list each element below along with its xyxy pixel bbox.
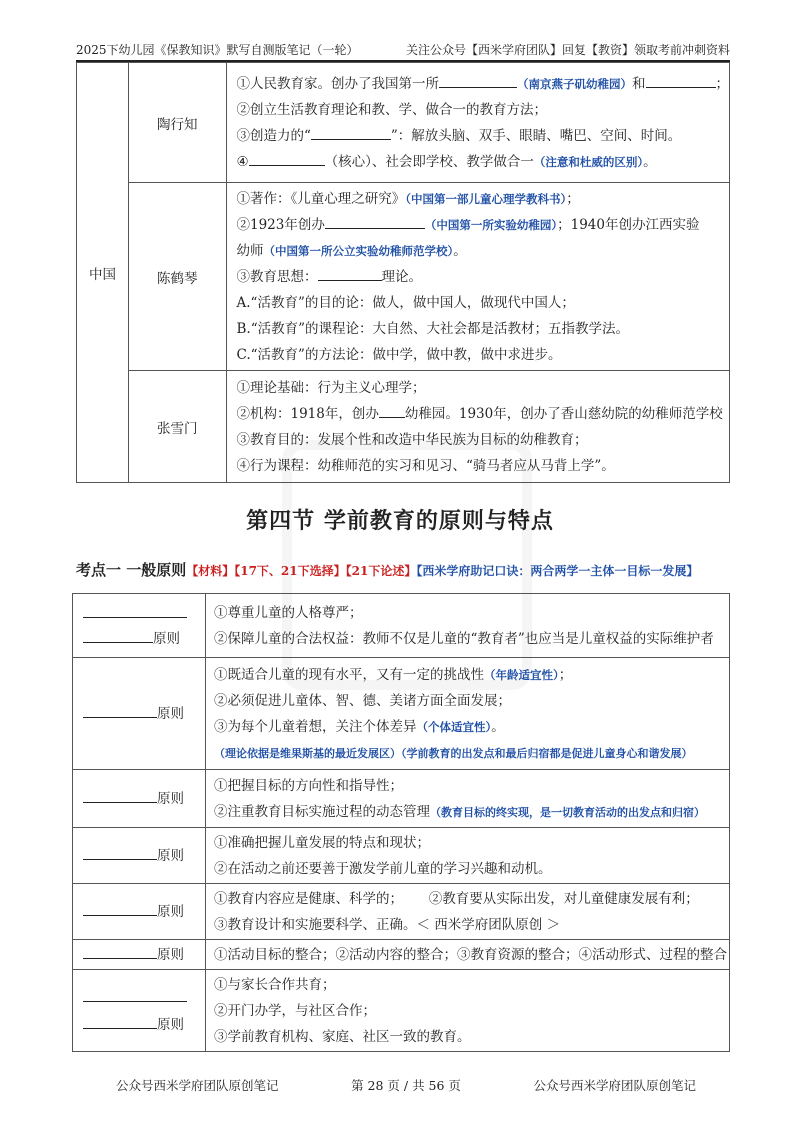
kaodian-title: 考点一 一般原则 <box>76 561 187 579</box>
detail-line: ③创造力的“ ”：解放头脑、双手、眼睛、嘴巴、空间、时间。 <box>237 123 730 149</box>
detail-line: C.“活教育”的方法论：做中学，做中教，做中求进步。 <box>236 346 562 363</box>
fill-blank[interactable] <box>379 403 405 418</box>
header-left: 2025下幼儿园《保教知识》默写自测版笔记（一轮） <box>76 43 359 57</box>
footer-left: 公众号西米学府团队原创笔记 <box>116 1078 279 1093</box>
header-right: 关注公众号【西米学府团队】回复【教资】领取考前冲刺资料 <box>405 43 730 57</box>
page-header <box>76 38 730 62</box>
educator-name: 张雪门 <box>129 371 226 483</box>
page-number: 第 28 页 / 共 56 页 <box>351 1078 461 1093</box>
detail-line: B.“活教育”的课程论：大自然、大社会都是活教材；五指教学法。 <box>236 320 630 337</box>
fill-blank[interactable] <box>311 125 391 140</box>
fill-blank[interactable] <box>83 988 187 1002</box>
principle-content <box>206 970 730 1052</box>
detail-line: ①理论基础：行为主义心理学； <box>236 379 426 396</box>
principle-line: ①尊重儿童的人格尊严； <box>214 604 363 621</box>
fill-blank[interactable] <box>83 629 153 643</box>
principle-line: ③为每个儿童着想，关注个体差异（个体适宜性）。 <box>214 718 505 735</box>
fill-blank[interactable] <box>83 846 157 860</box>
educator-details <box>226 183 730 371</box>
fill-blank[interactable] <box>83 789 157 803</box>
principle-label: 原则 <box>73 940 206 970</box>
principles-table <box>72 593 730 1052</box>
principle-line: ②注重教育目标实施过程的动态管理（教育目标的终实现，是一切教育活动的出发点和归宿） <box>214 803 705 820</box>
fill-blank[interactable] <box>318 266 382 281</box>
detail-line: ③教育目的：发展个性和改造中华民族为目标的幼稚教育； <box>236 431 588 448</box>
principle-line: ①教育内容应是健康、科学的； ②教育要从实际出发，对儿童健康发展有利； <box>214 890 699 907</box>
principle-line: ②必须促进儿童体、智、德、美诸方面全面发展； <box>214 692 511 709</box>
principle-label: 原则 <box>73 658 206 770</box>
fill-blank[interactable] <box>646 73 716 88</box>
educator-details <box>226 371 730 483</box>
detail-line: ②创立生活教育理论和教、学、做合一的教育方法； <box>236 101 547 118</box>
principle-content <box>206 594 730 658</box>
principle-content <box>206 940 730 970</box>
principle-content <box>206 884 730 940</box>
principle-content <box>206 828 730 884</box>
detail-line: ①著作：《儿童心理之研究》（中国第一部儿童心理学教科书）； <box>236 190 580 207</box>
principle-line: ②开门办学，与社区合作； <box>214 1002 376 1019</box>
detail-line: ①人民教育家。创办了我国第一所 （南京燕子矶幼稚园）和 ； <box>237 71 730 97</box>
principle-line: ②保障儿童的合法权益：教师不仅是儿童的“教育者”也应当是儿童权益的实际维护者 <box>214 630 714 647</box>
detail-line: ④行为课程：幼稚师范的实习和见习、“骑马者应从马背上学”。 <box>236 457 615 474</box>
country-cell: 中国 <box>77 63 129 483</box>
principle-label: 原则 <box>73 884 206 940</box>
section-title: 第四节 学前教育的原则与特点 <box>246 509 554 534</box>
kaodian-tags: 【材料】【17下、21下选择】【21下论述】 <box>186 564 417 578</box>
educator-details <box>226 63 730 183</box>
principle-line: ③学前教育机构、家庭、社区一致的教育。 <box>214 1028 471 1045</box>
principle-line: ②在活动之前还要善于激发学前儿童的学习兴趣和动机。 <box>214 860 552 877</box>
detail-line: ③教育思想： 理论。 <box>237 264 730 290</box>
principle-content <box>206 658 730 770</box>
fill-blank[interactable] <box>249 151 325 166</box>
fill-blank[interactable] <box>439 73 517 88</box>
principle-line: ③教育设计和实施要科学、正确。＜ 西米学府团队原创 ＞ <box>214 916 561 933</box>
principle-label: 原则 <box>73 594 206 658</box>
fill-blank[interactable] <box>83 704 157 718</box>
detail-line: ②1923年创办 （中国第一所实验幼稚园）；1940年创办江西实验 <box>237 212 730 238</box>
kaodian-heading <box>76 559 698 580</box>
educator-name: 陈鹤琴 <box>129 183 226 371</box>
educator-name: 陶行知 <box>129 63 226 183</box>
fill-blank[interactable] <box>83 604 187 618</box>
detail-line: ②机构：1918年，创办 幼稚园。1930年，创办了香山慈幼院的幼稚师范学校 <box>237 401 730 427</box>
fill-blank[interactable] <box>83 945 157 959</box>
page-footer <box>116 1076 696 1094</box>
detail-line: ④ （核心）、社会即学校、教学做合一（注意和杜威的区别）。 <box>237 149 730 175</box>
principle-label: 原则 <box>73 828 206 884</box>
principle-line: ①活动目标的整合；②活动内容的整合；③教育资源的整合；④活动形式、过程的整合 <box>214 946 727 963</box>
fill-blank[interactable] <box>83 1015 157 1029</box>
principle-line: （理论依据是维果斯基的最近发展区）（学前教育的出发点和最后归宿都是促进儿童身心和谐发展） <box>214 746 693 760</box>
detail-line: A.“活教育”的目的论：做人，做中国人，做现代中国人； <box>236 294 575 311</box>
fill-blank[interactable] <box>325 214 425 229</box>
educators-table <box>76 62 730 483</box>
principle-line: ①既适合儿童的现有水平，又有一定的挑战性（年龄适宜性）； <box>214 666 573 683</box>
principle-label: 原则 <box>73 770 206 828</box>
principle-line: ①与家长合作共育； <box>214 976 336 993</box>
principle-label: 原则 <box>73 970 206 1052</box>
principle-line: ①准确把握儿童发展的特点和现状； <box>214 834 430 851</box>
principle-line: ①把握目标的方向性和指导性； <box>214 777 403 794</box>
footer-right: 公众号西米学府团队原创笔记 <box>533 1078 696 1093</box>
principle-content <box>206 770 730 828</box>
fill-blank[interactable] <box>83 902 157 916</box>
kaodian-mnemonic: 【西米学府助记口诀：两合两学一主体一目标一发展】 <box>416 564 699 578</box>
detail-line: 幼师（中国第一所公立实验幼稚师范学校）。 <box>236 242 467 259</box>
